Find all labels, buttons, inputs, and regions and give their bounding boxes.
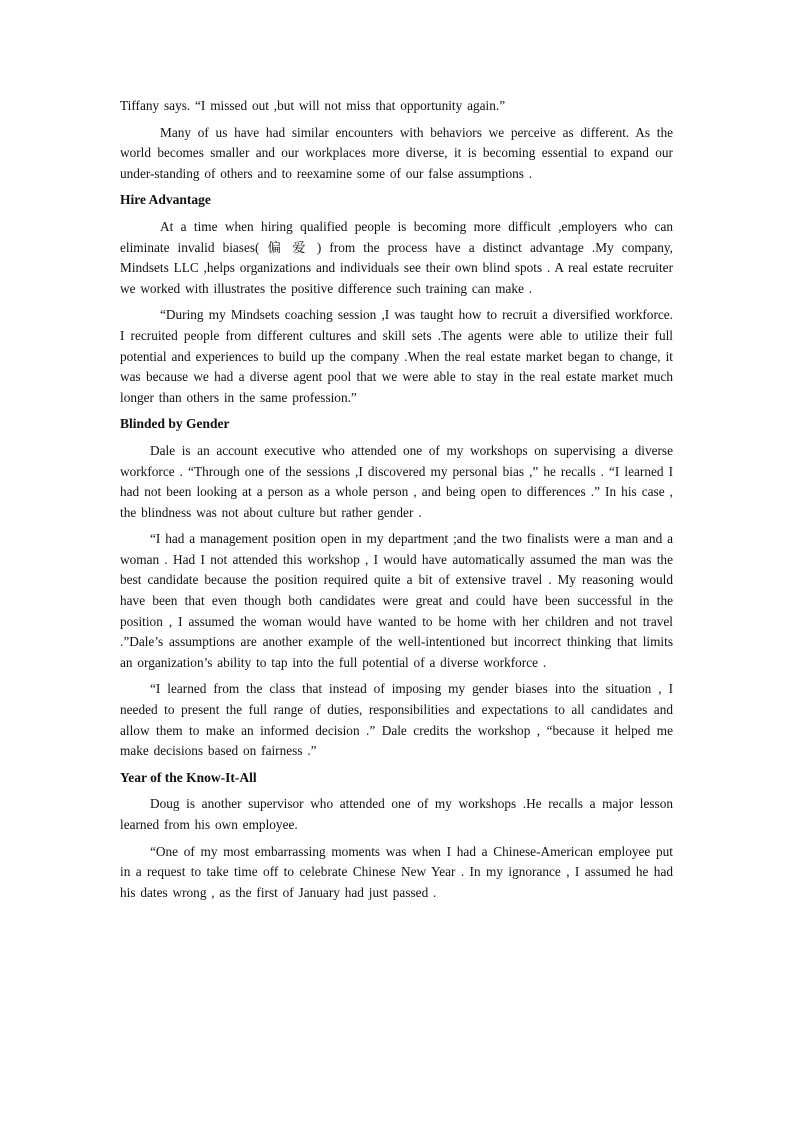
paragraph-doug-quote: “One of my most embarrassing moments was when I had a Chinese-American employee put in a request to take time off to celebrate Chinese New Year . In my ignorance , I assumed he had his dates wrong , as the first of January had just passed . bbox=[120, 843, 673, 900]
heading-know-it-all: Year of the Know-It-All bbox=[120, 769, 257, 785]
paragraph-intro: Many of us have had similar encounters with behaviors we perceive as different. As the world becomes smaller and our workplaces more diverse, it is becoming essential to expand our under-standing of others and to reexamine some of our false assumptions . bbox=[120, 124, 673, 181]
paragraph-tiffany-quote: Tiffany says. “I missed out ,but will not miss that opportunity again.” bbox=[120, 98, 506, 113]
paragraph-hire-advantage: At a time when hiring qualified people is becoming more difficult ,employers who can eliminate invalid biases( 偏 爱 ) from the process have a distinct advantage .My company, Mindsets LLC ,helps organizations and individuals see their own blind spots . A real estate recruiter we worked with illustrates the positive difference such training can make . bbox=[120, 218, 673, 296]
paragraph-dale-intro: Dale is an account executive who attended one of my workshops on supervising a diverse workforce . “Through one of the sessions ,I discovered my personal bias ,” he recalls . “I learned I had not been looking at a person as a whole person , and being open to differences .” In his case , the blindness was not about culture but rather gender . bbox=[120, 442, 673, 520]
paragraph-doug-intro: Doug is another supervisor who attended one of my workshops .He recalls a major lesson learned from his own employee. bbox=[120, 796, 673, 832]
document-page bbox=[120, 96, 673, 909]
heading-hire-advantage: Hire Advantage bbox=[120, 192, 211, 208]
paragraph-recruiter-quote: “During my Mindsets coaching session ,I was taught how to recruit a diversified workforce. I recruited people from different cultures and skill sets .The agents were able to utilize their full potential and experiences to build up the company .When the real estate market began to change, it was because we had a diverse agent pool that we were able to stay in the real estate market much longer than others in the same profession.” bbox=[120, 307, 673, 405]
heading-blinded-by-gender: Blinded by Gender bbox=[120, 416, 230, 432]
paragraph-dale-quote: “I had a management position open in my department ;and the two finalists were a man and a woman . Had I not attended this workshop , I would have automatically assumed the man was the best candidate because the position required quite a bit of extensive travel . My reasoning would have been that even though both candidates were great and could have been successful in the position , I assumed the woman would have wanted to be home with her children and not travel .”Dale’s assumptions are another example of the well-intentioned but incorrect thinking that limits an organization’s ability to tap into the full potential of a diverse workforce . bbox=[120, 531, 673, 670]
paragraph-dale-lesson: “I learned from the class that instead of imposing my gender biases into the situation , I needed to present the full range of duties, responsibilities and expectations to all candidates and allow them to make an informed decision .” Dale credits the workshop , “because it helped me make decisions based on fairness .” bbox=[120, 681, 673, 759]
